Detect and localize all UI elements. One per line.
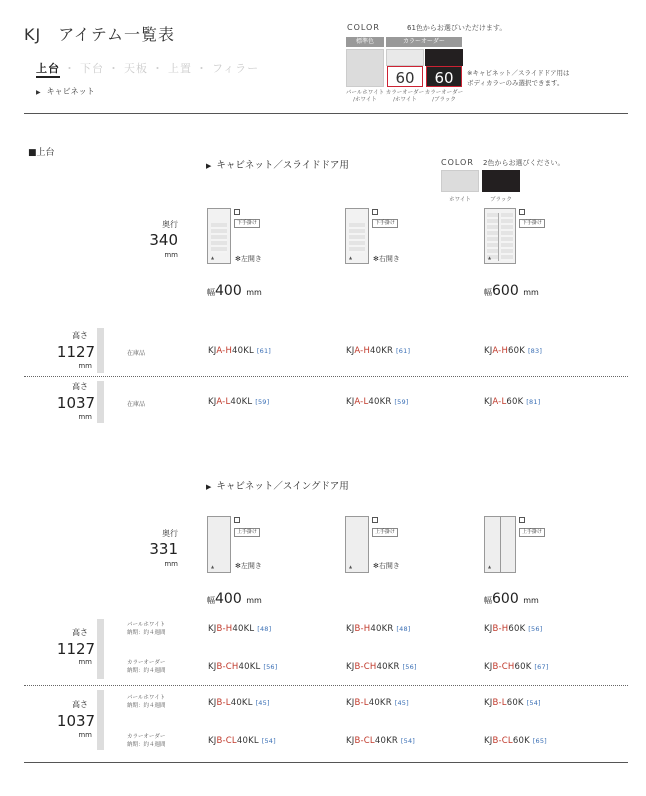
color-order-black-swatch xyxy=(425,49,463,66)
swing-r2-lead-pearl: パールホワイト 納期：約４週間 xyxy=(127,695,166,709)
swing-door-tag-3: 上手掛け xyxy=(519,528,545,537)
swing-r2-lead-order: カラーオーダー 納期：約４週間 xyxy=(127,734,166,748)
swing-door-tag-2: 上手掛け xyxy=(372,528,398,537)
nav-item-filler[interactable]: フィラー xyxy=(212,62,260,75)
swing-r1-height-unit: mm xyxy=(78,658,92,666)
code-kja-l60k[interactable]: KJA-L60K [81] xyxy=(484,397,541,407)
slide-door-tag-2: 下手掛け xyxy=(372,219,398,228)
code-kja-l40kr[interactable]: KJA-L40KR [59] xyxy=(346,397,409,407)
swing-right-open: ✻右開き xyxy=(373,562,400,570)
slide-r2-height-label: 高さ xyxy=(72,382,88,391)
swing-heading: ▶ キャビネット／スイングドア用 xyxy=(206,481,349,492)
slide-black-swatch xyxy=(482,170,520,192)
swing-door-tag: 上手掛け xyxy=(234,528,260,537)
slide-depth-value: 340 xyxy=(149,231,178,249)
color-order-tag: カラーオーダー xyxy=(386,37,462,47)
code-kjb-cl40kr[interactable]: KJB-CL40KR [54] xyxy=(346,736,416,746)
code-kja-h40kl[interactable]: KJA-H40KL [61] xyxy=(208,346,272,356)
swing-cabinet-400-left: ▲ xyxy=(207,516,231,573)
color-count-white: 60 xyxy=(387,66,423,87)
caret-right-icon: ▶ xyxy=(206,483,212,491)
swing-left-open: ✻左開き xyxy=(235,562,262,570)
nav-item-overhead[interactable]: 上置 xyxy=(168,62,192,75)
color-restriction-note: ※キャビネット／スライドドア用は ボディカラーのみ選択できます。 xyxy=(467,69,570,87)
swing-width-600: 幅600 mm xyxy=(484,591,539,607)
slide-cabinet-600: ▲ xyxy=(484,208,516,264)
color-note: 61色からお選びいただけます。 xyxy=(407,24,507,32)
standard-color-tag: 標準色 xyxy=(346,37,384,47)
code-kjb-ch60k[interactable]: KJB-CH60K [67] xyxy=(484,662,549,672)
slide-white-label: ホワイト xyxy=(449,197,471,203)
sub-nav xyxy=(36,86,95,97)
slide-width-400: 幅400 mm xyxy=(207,283,262,299)
slide-depth-label: 奥行 xyxy=(162,220,178,229)
pearl-white-swatch xyxy=(346,49,384,87)
code-kjb-cl40kl[interactable]: KJB-CL40KL [54] xyxy=(208,736,276,746)
nav-item-lower[interactable]: 下台 xyxy=(80,62,104,75)
code-kja-h40kr[interactable]: KJA-H40KR [61] xyxy=(346,346,411,356)
code-kjb-h60k[interactable]: KJB-H60K [56] xyxy=(484,624,543,634)
slide-color-note: 2色からお選びください。 xyxy=(483,159,565,167)
swing-width-400: 幅400 mm xyxy=(207,591,262,607)
swing-r2-height-label: 高さ xyxy=(72,700,88,709)
sub-nav-label: キャビネット xyxy=(46,87,95,96)
section-label: ■上台 xyxy=(28,148,55,158)
swatch-label-order-black: カラーオーダー /ブラック xyxy=(424,90,464,103)
nav-item-upper[interactable]: 上台 xyxy=(36,62,60,78)
slide-cabinet-400-right: ▲ xyxy=(345,208,369,264)
door-mount-icon xyxy=(372,517,378,523)
slide-heading: ▶ キャビネット／スライドドア用 xyxy=(206,160,349,171)
code-kja-l40kl[interactable]: KJA-L40KL [59] xyxy=(208,397,270,407)
slide-r1-height-value: 1127 xyxy=(56,343,96,361)
swatch-label-pearl: パールホワイト /ホワイト xyxy=(345,90,385,103)
code-kjb-l60k[interactable]: KJB-L60K [54] xyxy=(484,698,541,708)
slide-r2-height-unit: mm xyxy=(78,413,92,421)
nav-item-top[interactable]: 天板 xyxy=(124,62,148,75)
code-kjb-l40kl[interactable]: KJB-L40KL [45] xyxy=(208,698,270,708)
header-divider xyxy=(24,113,628,114)
slide-color-header: COLOR xyxy=(441,158,474,167)
code-kjb-h40kr[interactable]: KJB-H40KR [48] xyxy=(346,624,411,634)
swing-r1-lead-pearl: パールホワイト 納期：約４週間 xyxy=(127,622,166,636)
slide-white-swatch xyxy=(441,170,479,192)
swing-r1-height-value: 1127 xyxy=(56,640,96,658)
slide-r2-height-value: 1037 xyxy=(56,394,96,412)
door-mount-icon xyxy=(234,209,240,215)
slide-r1-height-label: 高さ xyxy=(72,331,88,340)
slide-left-open: ✻左開き xyxy=(235,255,262,263)
slide-depth-unit: mm xyxy=(164,251,178,259)
swing-cabinet-400-right: ▲ xyxy=(345,516,369,573)
slide-r1-stock: 在庫品 xyxy=(127,350,146,357)
door-mount-icon xyxy=(519,517,525,523)
swing-cabinet-600: ▲ xyxy=(484,516,516,573)
slide-black-label: ブラック xyxy=(490,197,512,203)
caret-right-icon: ▶ xyxy=(206,162,212,170)
page-title: KJ アイテム一覧表 xyxy=(24,25,175,44)
swing-r2-height-value: 1037 xyxy=(56,712,96,730)
caret-right-icon: ▶ xyxy=(36,89,41,96)
swing-depth-label: 奥行 xyxy=(162,529,178,538)
color-order-white-swatch xyxy=(386,49,424,66)
code-kjb-h40kl[interactable]: KJB-H40KL [48] xyxy=(208,624,272,634)
slide-cabinet-400-left: ▲ xyxy=(207,208,231,264)
slide-right-open: ✻右開き xyxy=(373,255,400,263)
slide-r2-stock: 在庫品 xyxy=(127,401,146,408)
row-divider xyxy=(24,376,628,377)
swing-r1-lead-order: カラーオーダー 納期：約４週間 xyxy=(127,660,166,674)
row-divider xyxy=(24,685,628,686)
code-kjb-l40kr[interactable]: KJB-L40KR [45] xyxy=(346,698,409,708)
slide-width-600: 幅600 mm xyxy=(484,283,539,299)
swing-depth-value: 331 xyxy=(149,540,178,558)
swing-depth-unit: mm xyxy=(164,560,178,568)
color-header: COLOR xyxy=(347,23,380,32)
color-count-black: 60 xyxy=(426,66,462,87)
slide-door-tag: 下手掛け xyxy=(234,219,260,228)
code-kjb-cl60k[interactable]: KJB-CL60K [65] xyxy=(484,736,547,746)
slide-door-tag-3: 下手掛け xyxy=(519,219,545,228)
door-mount-icon xyxy=(372,209,378,215)
swatch-label-order-white: カラーオーダー /ホワイト xyxy=(385,90,425,103)
code-kjb-ch40kr[interactable]: KJB-CH40KR [56] xyxy=(346,662,417,672)
door-mount-icon xyxy=(234,517,240,523)
footer-divider xyxy=(24,762,628,763)
door-mount-icon xyxy=(519,209,525,215)
slide-r1-height-unit: mm xyxy=(78,362,92,370)
swing-r1-height-label: 高さ xyxy=(72,628,88,637)
code-kja-h60k[interactable]: KJA-H60K [83] xyxy=(484,346,543,356)
code-kjb-ch40kl[interactable]: KJB-CH40KL [56] xyxy=(208,662,278,672)
category-nav: 上台 ・ 下台 ・ 天板 ・ 上置 ・ フィラー xyxy=(36,60,259,76)
swing-r2-height-unit: mm xyxy=(78,731,92,739)
